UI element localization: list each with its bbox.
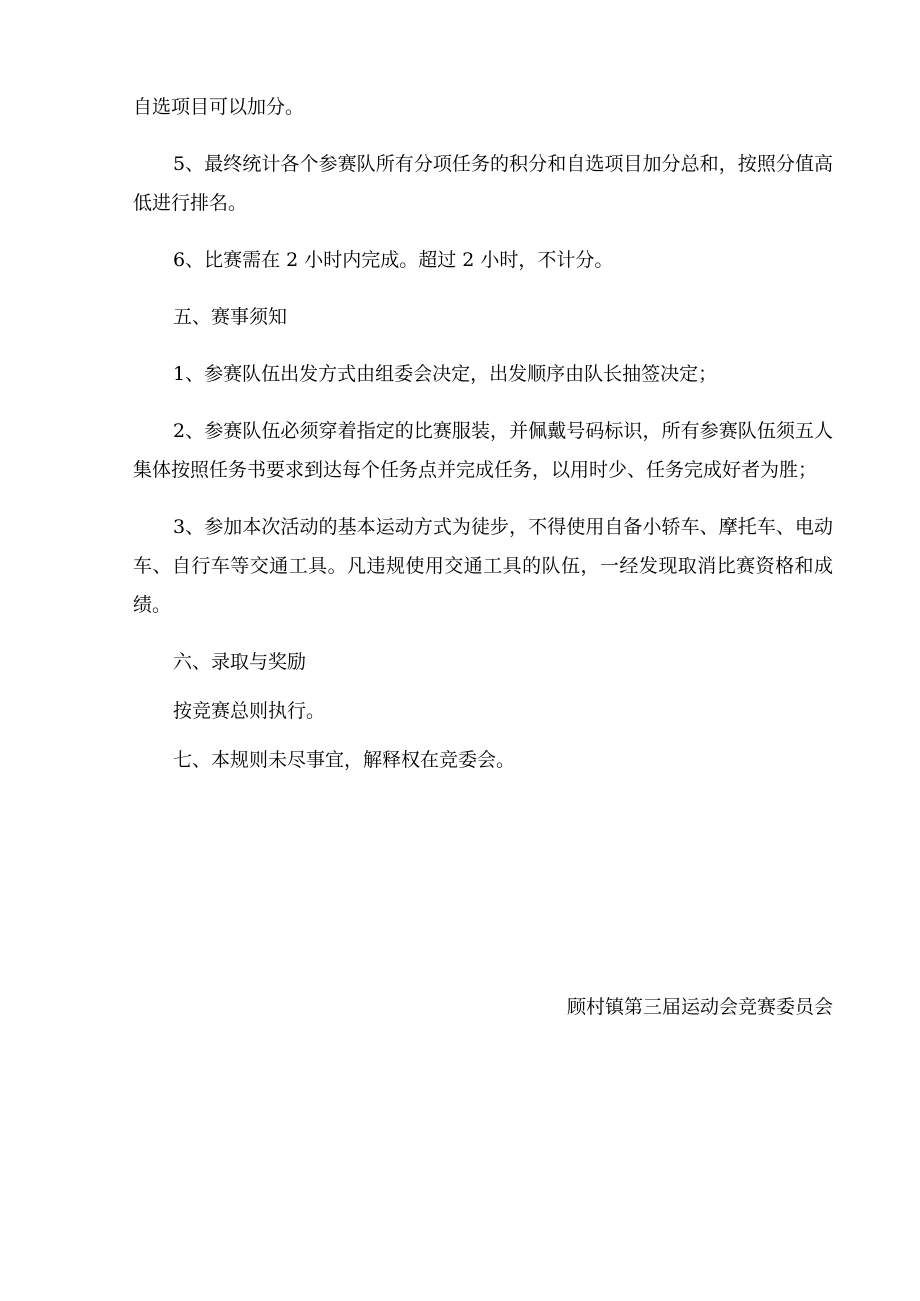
- section-heading-5: 五、赛事须知: [173, 306, 288, 328]
- notice-item-2: 2、参赛队伍必须穿着指定的比赛服装，并佩戴号码标识，所有参赛队伍须五人集体按照任务书要求到达每个任务点并完成任务，以用时少、任务完成好者为胜；: [133, 420, 833, 481]
- rule-item-5: 5、最终统计各个参赛队所有分项任务的积分和自选项目加分总和，按照分值高低进行排名。: [133, 153, 833, 214]
- section-heading-6: 六、录取与奖励: [173, 651, 307, 673]
- paragraph-continuation: 自选项目可以加分。: [133, 96, 305, 118]
- rule-item-6: 6、比赛需在 2 小时内完成。超过 2 小时，不计分。: [173, 249, 614, 271]
- notice-item-3: 3、参加本次活动的基本运动方式为徒步，不得使用自备小轿车、摩托车、电动车、自行车等交通工具。凡违规使用交通工具的队伍，一经发现取消比赛资格和成绩。: [133, 516, 833, 616]
- award-text: 按竞赛总则执行。: [173, 700, 326, 722]
- document-body: [133, 88, 833, 780]
- section-heading-7: 七、本规则未尽事宜，解释权在竞委会。: [173, 749, 516, 771]
- notice-item-1: 1、参赛队伍出发方式由组委会决定，出发顺序由队长抽签决定；: [173, 363, 718, 385]
- signature: 顾村镇第三届运动会竞赛委员会: [566, 996, 833, 1018]
